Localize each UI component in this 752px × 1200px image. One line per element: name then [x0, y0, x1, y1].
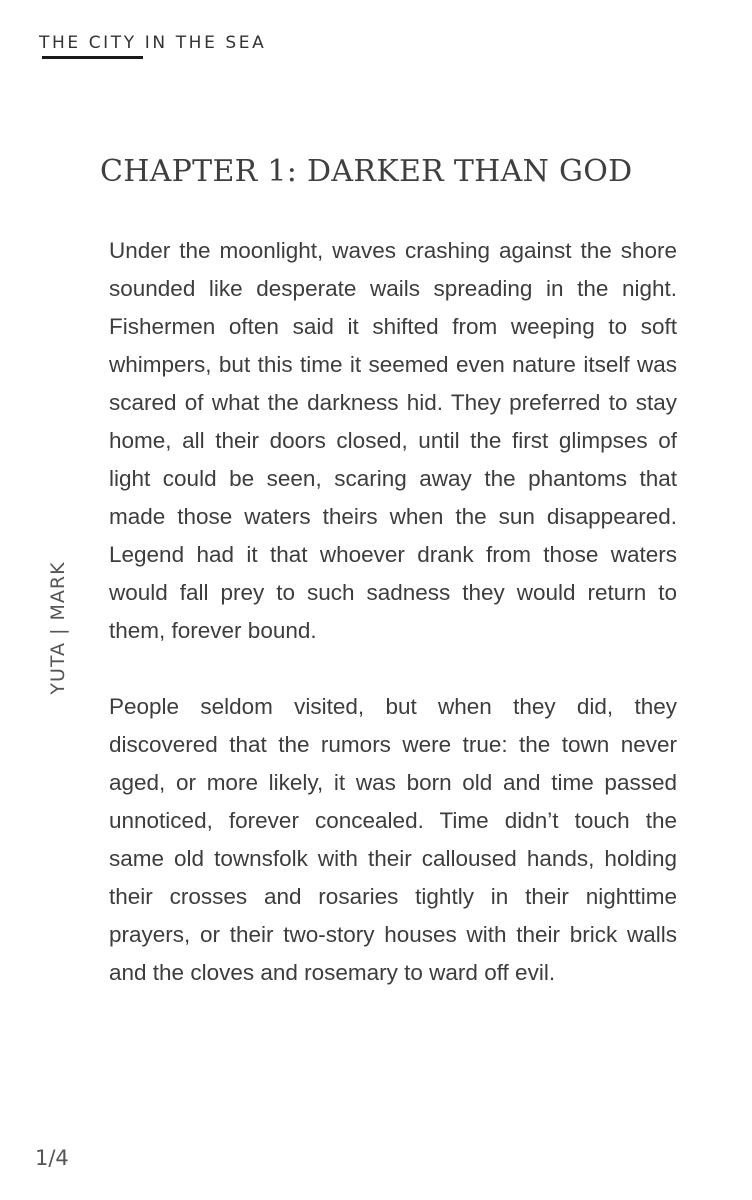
chapter-body: [109, 232, 677, 1030]
paragraph: Under the moonlight, waves crashing against the shore sounded like desperate wails spreading in the night. Fishermen often said it shifted from weeping to soft whimpers, but this time it seemed even nature itself was scared of what the darkness hid. They preferred to stay home, all their doors closed, until the first glimpses of light could be seen, scaring away the phantoms that made those waters theirs when the sun disappeared. Legend had it that whoever drank from those waters would fall prey to such sadness they would return to them, forever bound.: [109, 238, 677, 643]
book-title: THE CITY IN THE SEA: [39, 33, 267, 53]
page-number: 1/4: [35, 1146, 69, 1170]
author-side-label: YUTA | MARK: [47, 561, 69, 695]
paragraph: People seldom visited, but when they did, they discovered that the rumors were true: the town never aged, or more likely, it was born old and time passed unnoticed, forever concealed. Time didn’t touch the same old townsfolk with their calloused hands, holding their crosses and rosaries tightly in their nighttime prayers, or their two-story houses with their brick walls and the cloves and rosemary to ward off evil.: [109, 694, 677, 985]
title-underline: [42, 56, 143, 59]
chapter-title: CHAPTER 1: DARKER THAN GOD: [100, 154, 633, 189]
